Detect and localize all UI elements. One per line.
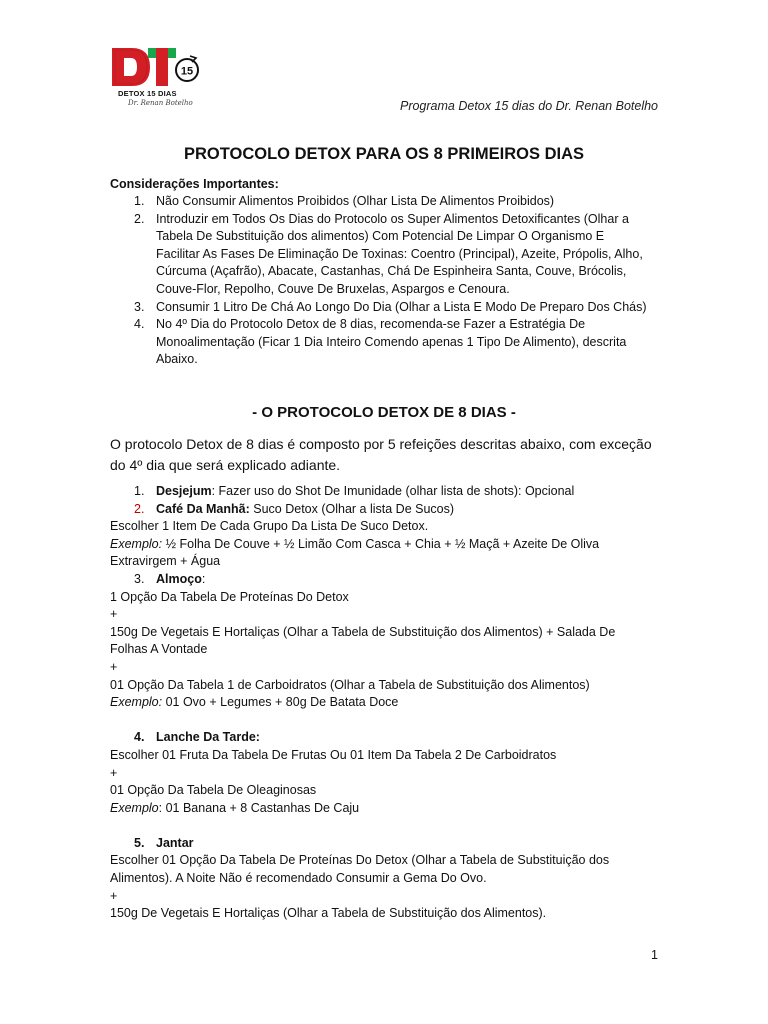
meal-lanche-da-tarde: 4. Lanche Da Tarde: <box>134 730 260 745</box>
meal-text: 150g De Vegetais E Hortaliças (Olhar a Tabela de Substituição dos Alimentos). <box>110 906 547 921</box>
meal-text: Escolher 01 Opção Da Tabela De Proteínas Do Detox (Olhar a Tabela de Substituição dos <box>110 853 610 868</box>
intro-paragraph: O protocolo Detox de 8 dias é composto por 5 refeições descritas abaixo, com exceção do 4º dia que será explicado adiante. <box>110 436 652 473</box>
plus-sign: + <box>110 765 118 780</box>
meal-text: 01 Opção Da Tabela 1 de Carboidratos (Olhar a Tabela de Substituição dos Alimentos) <box>110 677 590 692</box>
logo-signature: Dr. Renan Botelho <box>128 99 193 107</box>
meal-text: Alimentos). A Noite Não é recomendado Consumir a Gema Do Ovo. <box>110 871 487 886</box>
considerations-list <box>110 193 658 369</box>
meal-text: 01 Opção Da Tabela De Oleaginosas <box>110 783 317 798</box>
consideration-item: 1. Não Consumir Alimentos Proibidos (Olhar Lista De Alimentos Proibidos) <box>134 194 555 208</box>
meal-text: Escolher 01 Fruta Da Tabela De Frutas Ou 01 Item Da Tabela 2 De Carboidratos <box>110 747 557 762</box>
meal-text: 1 Opção Da Tabela De Proteínas Do Detox <box>110 589 349 604</box>
page-title: PROTOCOLO DETOX PARA OS 8 PRIMEIROS DIAS <box>183 145 585 163</box>
logo-caption: DETOX 15 DIAS <box>118 89 177 98</box>
meal-text: 150g De Vegetais E Hortaliças (Olhar a Tabela de Substituição dos Alimentos) + Salada De <box>110 624 616 639</box>
meal-cafe-da-manha: 2. Café Da Manhã: Suco Detox (Olhar a lista De Sucos) <box>134 501 455 516</box>
considerations-heading: Considerações Importantes: <box>110 177 279 191</box>
meal-example: Exemplo: 01 Ovo + Legumes + 80g De Batata Doce <box>110 695 399 710</box>
meal-text: Folhas A Vontade <box>110 642 208 657</box>
meal-almoco: 3. Almoço: <box>134 571 206 586</box>
meal-example: Exemplo: 01 Banana + 8 Castanhas De Caju <box>110 800 360 815</box>
plus-sign: + <box>110 607 118 622</box>
logo-mark <box>110 44 202 94</box>
page-number: 1 <box>651 948 658 962</box>
svg-text:15: 15 <box>180 65 194 78</box>
consideration-item: 3. Consumir 1 Litro De Chá Ao Longo Do Dia (Olhar a Lista E Modo De Preparo Dos Chás) <box>134 299 647 314</box>
consideration-item: 2. Introduzir em Todos Os Dias do Protocolo os Super Alimentos Detoxificantes (Olhar a Tabela De Substituição dos alimentos) Com Potencial De Limpar O Organismo E Facilitar As Fases De Eliminação De Toxinas: Coentro (Principal), Azeite, Própolis, Alho, Cúrcuma (Açafrão), Abacate, Castanhas, Chá De Espinheira Santa, Couve, Brócolis, Couve-Flor, Repolho, Couve De Bruxelas, Aspargos e Cenoura. <box>134 211 643 296</box>
plus-sign: + <box>110 659 118 674</box>
plus-sign: + <box>110 888 118 903</box>
meals-list <box>110 483 658 923</box>
meal-example: Exemplo: ½ Folha De Couve + ½ Limão Com Casca + Chia + ½ Maçã + Azeite De Oliva <box>110 536 600 551</box>
section-title: - O PROTOCOLO DETOX DE 8 DIAS - <box>252 404 516 421</box>
meal-jantar: 5. Jantar <box>134 835 194 850</box>
meal-text: Escolher 1 Item De Cada Grupo Da Lista De Suco Detox. <box>110 519 429 534</box>
meal-text: Extravirgem + Água <box>110 554 221 569</box>
program-header: Programa Detox 15 dias do Dr. Renan Botelho <box>399 99 658 113</box>
consideration-item: 4. No 4º Dia do Protocolo Detox de 8 dias, recomenda-se Fazer a Estratégia De Monoalimentação (Ficar 1 Dia Inteiro Comendo apenas 1 Tipo De Alimento), descrita Abaixo. <box>134 317 627 367</box>
meal-desjejum: 1. Desjejum: Fazer uso do Shot De Imunidade (olhar lista de shots): Opcional <box>134 484 575 498</box>
